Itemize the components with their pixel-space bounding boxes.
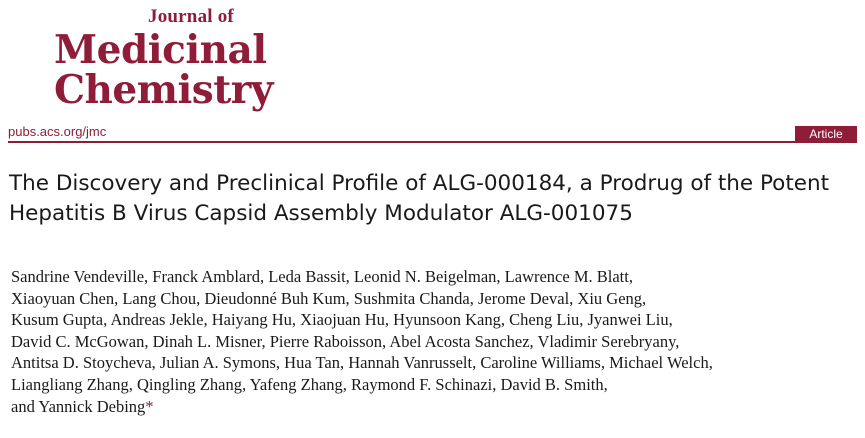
journal-name-line1: Medicinal — [54, 27, 267, 73]
journal-url-link[interactable]: pubs.acs.org/jmc — [8, 124, 107, 139]
author-line: Kusum Gupta, Andreas Jekle, Haiyang Hu, Xiaojuan Hu, Hyunsoon Kang, Cheng Liu, Jyanwei Liu, — [11, 310, 673, 330]
header-divider — [8, 141, 857, 143]
author-line: Liangliang Zhang, Qingling Zhang, Yafeng Zhang, Raymond F. Schinazi, David B. Smith, — [11, 374, 608, 394]
author-list — [11, 266, 861, 417]
author-line-text: and Yannick Debing — [11, 396, 146, 416]
author-line: Antitsa D. Stoycheva, Julian A. Symons, Hua Tan, Hannah Vanrusselt, Caroline Williams, Michael Welch, — [11, 353, 713, 373]
article-type-badge: Article — [795, 126, 857, 142]
journal-name-prefix: Journal of — [148, 6, 234, 27]
journal-name-line2: Chemistry — [54, 67, 273, 113]
author-line-last — [11, 396, 861, 418]
article-title: The Discovery and Preclinical Profile of ALG-000184, a Prodrug of the Potent Hepatitis B Virus Capsid Assembly Modulator ALG-001075 — [9, 171, 830, 226]
author-line: David C. McGowan, Dinah L. Misner, Pierre Raboisson, Abel Acosta Sanchez, Vladimir Serebryany, — [11, 331, 680, 351]
corresponding-author-mark[interactable]: * — [145, 396, 154, 416]
author-line: Xiaoyuan Chen, Lang Chou, Dieudonné Buh Kum, Sushmita Chanda, Jerome Deval, Xiu Geng, — [11, 288, 647, 308]
author-line: Sandrine Vendeville, Franck Amblard, Leda Bassit, Leonid N. Beigelman, Lawrence M. Blatt, — [11, 267, 633, 286]
